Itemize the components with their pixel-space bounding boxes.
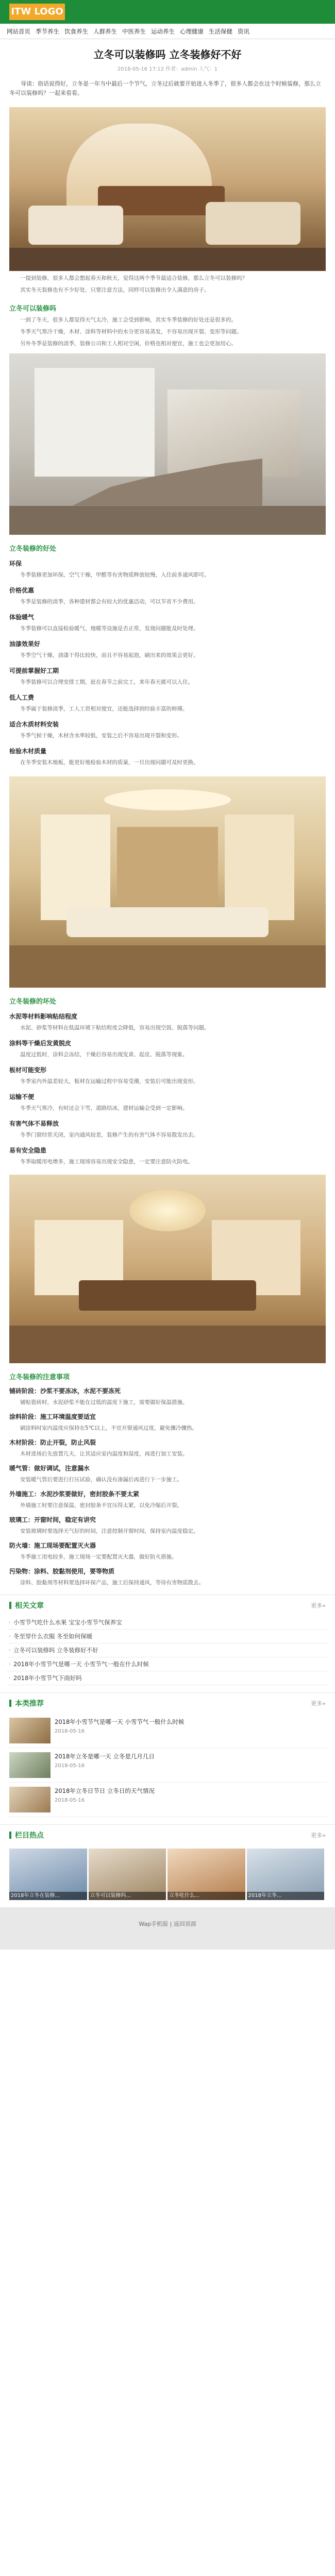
tip-heading: 污染物：涂料、胶黏剂使用，要等物质	[9, 1568, 115, 1575]
tip-heading: 防火墙：施工现场要配置灭火器	[9, 1542, 96, 1549]
section-heading: 立冬装修的坏处	[9, 998, 57, 1006]
paragraph: 一到了冬天，很多人都觉得天气太冷，施工会受到影响，其实冬季装修的好处还是很多的。	[20, 317, 237, 323]
page-footer	[0, 1907, 335, 1950]
hot-item[interactable]	[89, 1849, 166, 1900]
recommend-item-date: 2018-05-16	[55, 1798, 85, 1803]
related-link[interactable]: · 立冬可以装修吗 立冬装修好不好	[7, 1643, 328, 1657]
paragraph: 冬季天气寒冷干燥，木材、涂料等材料中的水分更容易蒸发，不容易出现开裂、变形等问题。	[20, 329, 242, 335]
recommend-thumbnail[interactable]	[9, 1787, 51, 1812]
related-more-link[interactable]: 更多»	[311, 1602, 326, 1609]
recommend-item-title[interactable]: 2018年小雪节气是哪一天 小雪节气一般什么时候	[55, 1718, 185, 1725]
related-title: 相关文章	[9, 1600, 44, 1611]
paragraph: 冬季取暖用电增多，施工现场容易出现安全隐患，一定要注意防火防电。	[20, 1159, 193, 1165]
subheading: 低人工费	[9, 694, 35, 701]
paragraph: 水泥、砂浆等材料在低温环境下粘结程度会降低，容易出现空鼓、脱落等问题。	[20, 1025, 210, 1031]
paragraph: 另外冬季是装修的淡季，装修公司和工人相对空闲，价格也相对便宜，施工也会更加用心。	[20, 341, 237, 347]
hot-more-link[interactable]: 更多»	[311, 1832, 326, 1839]
tip-heading: 铺砖阶段：沙浆不要冻冰，水泥不要冻死	[9, 1387, 121, 1395]
article	[0, 46, 335, 1587]
paragraph: 外墙施工时要注意保温，密封胶条不宜压得太紧，以免冷缩后开裂。	[20, 1502, 182, 1509]
article-summary: 导读：俗话说得好，立冬是一年当中最后一个节气，立冬过后就要开始进入冬季了，很多人都会在这个时候装修，那么立冬可以装修吗？一起来看看。	[9, 80, 321, 96]
section-heading: 立冬装修的注意事项	[9, 1374, 70, 1381]
recommend-thumbnail[interactable]	[9, 1752, 51, 1778]
hot-title: 栏目热点	[9, 1830, 44, 1840]
paragraph: 冬季是装修的淡季，各种建材都会有较大的优惠活动，可以节省不少费用。	[20, 599, 199, 605]
subheading: 板材可能变形	[9, 1066, 47, 1074]
paragraph: 温度过低时，涂料会冻结，干燥后容易出现发黄、起皮、脱落等现象。	[20, 1052, 188, 1058]
nav-item[interactable]: 饮食养生	[64, 28, 88, 35]
article-title: 立冬可以装修吗 立冬装修好不好	[93, 48, 242, 61]
paragraph: 冬季装修可以合理安排工期，赶在春节之前完工，来年春天就可以入住。	[20, 679, 193, 685]
related-link[interactable]: · 冬至穿什么衣服 冬至如何保暖	[7, 1630, 328, 1643]
tip-heading: 外墙施工：水泥沙浆要做好，密封胶条不要太紧	[9, 1490, 140, 1498]
hot-item-caption[interactable]: 立冬可以装修吗...	[89, 1892, 166, 1900]
subheading: 检验木材质量	[9, 748, 47, 755]
paragraph: 冬季室内外温差较大，板材在运输过程中容易受潮，安装后可能出现变形。	[20, 1078, 199, 1084]
paragraph: 冬季门窗经常关闭，室内通风较差，装修产生的有害气体不容易散发出去。	[20, 1132, 199, 1138]
related-articles	[0, 1595, 335, 1685]
paragraph: 铺贴瓷砖时，水泥砂浆不能在过低的温度下施工，需要做好保温措施。	[20, 1399, 188, 1405]
staircase-image	[9, 353, 326, 535]
recommend-item-date: 2018-05-16	[55, 1763, 85, 1769]
recommend-item[interactable]	[7, 1714, 328, 1748]
hot-item-caption[interactable]: 立冬吃什么...	[167, 1892, 245, 1900]
related-link[interactable]: · 小雪节气吃什么水果 宝宝小雪节气保养宝	[7, 1616, 328, 1630]
recommend-info	[55, 1718, 184, 1743]
recommend-info	[55, 1752, 155, 1778]
subheading: 可提前掌握好工期	[9, 667, 59, 674]
subheading: 易有安全隐患	[9, 1147, 47, 1154]
tip-heading: 涂料阶段：施工环境温度要适宜	[9, 1413, 96, 1420]
recommend-thumbnail[interactable]	[9, 1718, 51, 1743]
recommend-section	[0, 1692, 335, 1817]
hot-item-caption[interactable]: 2018年立冬...	[247, 1892, 325, 1900]
paragraph: 冬季装修更加环保，空气干燥，甲醛等有害物质释放较慢，入住前多通风即可。	[20, 572, 210, 578]
nav-item[interactable]: 人群养生	[93, 28, 117, 35]
recommend-info	[55, 1787, 155, 1812]
site-logo[interactable]: ITW LOGO	[9, 4, 65, 20]
article-meta: 2018-05-16 17:12 作者：admin 人气：1	[117, 66, 218, 72]
paragraph: 冬季气候干燥，木材含水率较低，安装之后不容易出现开裂和变形。	[20, 733, 182, 739]
hot-grid	[7, 1845, 328, 1903]
site-header	[0, 0, 335, 24]
hot-item-caption[interactable]: 2018年立冬在装修...	[9, 1892, 87, 1900]
hot-item[interactable]	[9, 1849, 87, 1900]
paragraph: 冬季属于装修淡季，工人工资相对便宜，还能选择到经验丰富的师傅。	[20, 706, 188, 712]
section-heading: 立冬装修的好处	[9, 545, 57, 553]
hot-item[interactable]	[247, 1849, 325, 1900]
related-link[interactable]: · 2018年小雪节气下雨好吗	[7, 1671, 328, 1685]
living-room-image	[9, 776, 326, 988]
paragraph: 安装玻璃时要选择天气好的时间，注意控制开窗时间，保持室内温度稳定。	[20, 1528, 199, 1534]
dining-room-image	[9, 1175, 326, 1363]
recommend-item-date: 2018-05-16	[55, 1728, 85, 1734]
main-nav	[0, 24, 335, 39]
paragraph: 在冬季安装木地板，能更好地检验木材的质量，一旦出现问题可及时更换。	[20, 759, 199, 766]
paragraph: 木材进场后先放置几天，让其适应室内温度和湿度，再进行加工安装。	[20, 1451, 188, 1457]
subheading: 油漆效果好	[9, 640, 41, 648]
subheading: 适合木质材料安装	[9, 721, 59, 728]
related-header	[7, 1595, 328, 1616]
subheading: 水泥等材料影响粘结程度	[9, 1013, 78, 1020]
hot-section	[0, 1824, 335, 1903]
nav-item[interactable]: 中医养生	[122, 28, 146, 35]
paragraph: 刷涂料时室内温度应保持在5℃以上，不宜开窗通风过度，避免骤冷骤热。	[20, 1425, 197, 1431]
subheading: 体验暖气	[9, 614, 35, 621]
footer-links[interactable]: Wap手机版 | 返回顶部	[139, 1921, 196, 1927]
recommend-item[interactable]	[7, 1783, 328, 1817]
subheading: 环保	[9, 560, 22, 567]
intro-paragraph: 一提到装修，很多人都会想起春天和秋天，觉得这两个季节最适合装修，那么立冬可以装修吗？	[20, 275, 247, 281]
nav-item[interactable]: 季节养生	[36, 28, 59, 35]
nav-item[interactable]: 生活保健	[209, 28, 232, 35]
nav-item[interactable]: 运动养生	[151, 28, 175, 35]
recommend-item-title[interactable]: 2018年立冬是哪一天 立冬是几月几日	[55, 1753, 155, 1760]
tip-heading: 木材阶段：防止开裂，防止风裂	[9, 1439, 96, 1446]
tip-heading: 暖气管：做好调试，注意漏水	[9, 1465, 90, 1472]
recommend-more-link[interactable]: 更多»	[311, 1700, 326, 1707]
subheading: 有害气体不易释放	[9, 1120, 59, 1127]
paragraph: 冬季施工用电较多，施工现场一定要配置灭火器，做好防火措施。	[20, 1554, 177, 1560]
hot-item[interactable]	[167, 1849, 245, 1900]
hero-image	[9, 107, 326, 271]
tip-heading: 玻璃工：开窗时间，稳定有讲究	[9, 1516, 96, 1523]
paragraph: 安装暖气管后要进行打压试验，确认没有渗漏后再进行下一步施工。	[20, 1477, 182, 1483]
hot-header	[7, 1825, 328, 1845]
section-heading: 立冬可以装修吗	[9, 305, 57, 313]
subheading: 运输不便	[9, 1093, 35, 1100]
recommend-item-title[interactable]: 2018年立冬日节日 立冬日的天气情况	[55, 1787, 155, 1794]
nav-item[interactable]: 心理健康	[180, 28, 204, 35]
intro-paragraph: 其实冬天装修也有不少好处，只要注意方法，同样可以装修出令人满意的房子。	[20, 287, 210, 293]
recommend-title: 本类推荐	[9, 1698, 44, 1708]
paragraph: 冬季空气干燥，油漆干得比较快，而且不容易起泡，刷出来的效果会更好。	[20, 652, 199, 658]
paragraph: 涂料、胶黏剂等材料要选择环保产品，施工后保持通风，等待有害物质散去。	[20, 1580, 204, 1586]
recommend-item[interactable]	[7, 1748, 328, 1783]
related-list	[7, 1616, 328, 1685]
subheading: 价格优惠	[9, 587, 35, 594]
related-link[interactable]: · 2018年小雪节气是哪一天 小雪节气一般在什么时候	[7, 1657, 328, 1671]
paragraph: 冬季装修可以直接检验暖气、地暖等设施是否正常，发现问题能及时处理。	[20, 625, 199, 632]
nav-item[interactable]: 资讯	[238, 28, 249, 35]
nav-item[interactable]: 网站首页	[7, 28, 30, 35]
subheading: 涂料等干燥后发黄脱皮	[9, 1040, 72, 1047]
paragraph: 冬季天气寒冷，有时还会下雪，道路结冰，建材运输会受到一定影响。	[20, 1105, 188, 1111]
recommend-header	[7, 1693, 328, 1714]
